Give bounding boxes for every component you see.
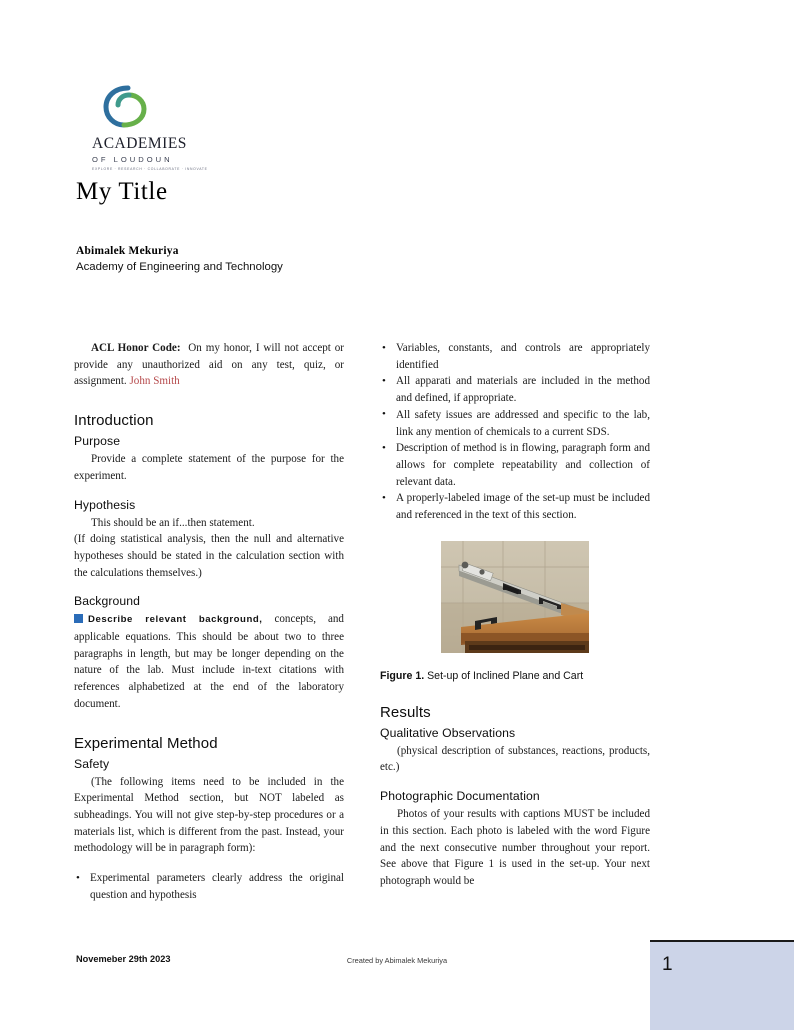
left-column [74, 340, 344, 918]
logo-wordmark: ACADEMIES [92, 135, 187, 152]
logo-subtitle: OF LOUDOUN [92, 154, 173, 164]
honor-code-text: On my honor, I will not accept or provide any unauthorized aid on any test, quiz, or assignment. [74, 342, 344, 388]
figure-caption [380, 670, 650, 682]
honor-code-label: ACL Honor Code: [91, 342, 181, 354]
heading-purpose: Purpose [74, 434, 121, 449]
inclined-plane-photo [441, 541, 589, 653]
honor-code-paragraph [74, 340, 344, 390]
background-text: concepts, and applicable equations. This should be about two to three paragraphs in length, but may be longer depending on the nature of the lab. Must include in-text citations with references alphabetized at the end of the laboratory document. [74, 613, 344, 710]
author-affiliation: Academy of Engineering and Technology [76, 261, 283, 273]
purpose-text: Provide a complete statement of the purpose for the experiment. [74, 453, 344, 482]
hypothesis-text: This should be an if...then statement. [91, 516, 255, 529]
figure-1 [380, 541, 650, 682]
list-item: • All safety issues are addressed and specific to the lab, link any mention of chemicals to a current SDS. [380, 407, 650, 440]
qualitative-observations-text: (physical description of substances, reactions, products, etc.) [380, 744, 650, 774]
hypothesis-note: (If doing statistical analysis, then the null and alternative hypotheses should be stated in the calculation section with the calculations themselves.) [74, 533, 344, 579]
logo-tagline: EXPLORE · RESEARCH · COLLABORATE · INNOVATE [92, 166, 208, 171]
list-item: • Description of method is in flowing, paragraph form and allows for complete repeatability and collection of relevant data. [380, 440, 650, 490]
page-title: My Title [76, 178, 168, 205]
page-number-box [650, 940, 794, 1030]
figure-number: Figure 1. [380, 669, 425, 682]
safety-text: (The following items need to be included in the Experimental Method section, but NOT labeled as subheadings. You will not give step-by-step procedures or a materials list, which is different from the past. Instead, your methodology will be in paragraph form): [74, 775, 344, 855]
author-name: Abimalek Mekuriya [76, 245, 179, 257]
list-item: • All apparati and materials are included in the method and defined, if appropriate. [380, 373, 650, 406]
footer-date: Novemeber 29th 2023 [76, 954, 171, 964]
document-body [74, 340, 650, 918]
honor-code-signature: John Smith [129, 375, 180, 388]
heading-introduction: Introduction [74, 412, 154, 430]
academies-swirl-icon [98, 84, 160, 130]
right-column [380, 340, 650, 918]
method-requirements-bullet-list [380, 340, 650, 524]
organization-logo [92, 84, 208, 171]
heading-photographic-documentation: Photographic Documentation [380, 789, 540, 804]
list-item: • Variables, constants, and controls are appropriately identified [380, 340, 650, 373]
background-lead-in: Describe relevant background, [88, 614, 263, 626]
photographic-documentation-text: Photos of your results with captions MUST be included in this section. Each photo is labeled with the word Figure and the next consecutive number throughout your report. See above that Figure 1 is used in the set-up. Your next photograph would be [380, 808, 650, 887]
page-number: 1 [662, 954, 673, 975]
heading-background: Background [74, 594, 141, 609]
list-item: • A properly-labeled image of the set-up must be included and referenced in the text of this section. [380, 490, 650, 523]
heading-hypothesis: Hypothesis [74, 497, 136, 512]
list-item: • Experimental parameters clearly address the original question and hypothesis [74, 870, 344, 903]
blue-square-marker-icon [74, 614, 83, 623]
heading-results: Results [380, 703, 431, 721]
heading-safety: Safety [74, 756, 110, 771]
heading-qualitative-observations: Qualitative Observations [380, 725, 516, 740]
heading-experimental-method: Experimental Method [74, 734, 218, 752]
author-block [76, 245, 496, 273]
figure-caption-text: Set-up of Inclined Plane and Cart [427, 669, 584, 682]
method-bullet-list [74, 870, 344, 903]
background-paragraph [74, 611, 344, 712]
footer-credit: Created by Abimalek Mekuriya [346, 956, 448, 965]
